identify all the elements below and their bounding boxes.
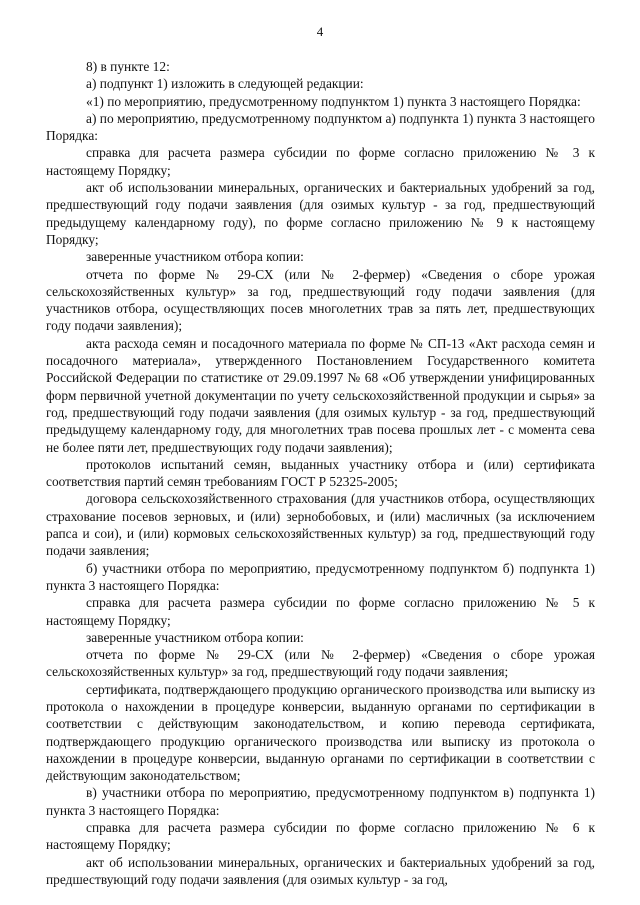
paragraph-subsidy-reference-3: справка для расчета размера субсидии по форме согласно приложению № 3 к настоящему Порядку; <box>46 145 595 178</box>
paragraph-measure-a: а) по мероприятию, предусмотренному подпунктом а) подпункта 1) пункта 3 настоящего Порядка: <box>46 110 595 144</box>
paragraph-organic-certificate: сертификата, подтверждающего продукцию органического производства или выписку из протокола о нахождении в процедуре конверсии, выданную органами по сертификации в соответствии с действующим законодательством, и копию перевода сертификата, подтверждающего продукцию органического производства или выписку из протокола о нахождении в процедуре конверсии, выданную органами по сертификации в соответствии с действующим законодательством; <box>46 681 595 784</box>
paragraph-act-sp13: акта расхода семян и посадочного материала по форме № СП-13 «Акт расхода семян и посадочного материала», утвержденного Постановлением Государственного комитета Российской Федерации по статистике от 29.09.1997 № 68 «Об утверждении унифицированных форм первичной учетной документации по учету сельскохозяйственной продукции и сырья» за год, предшествующий году подачи заявления (для озимых культур - за год, предшествующий предыдущему календарному году, для многолетних трав посева прошлых лет - с момента сева не более пяти лет, предшествующих году подачи заявления); <box>46 335 595 455</box>
paragraph-fertilizer-act: акт об использовании минеральных, органических и бактериальных удобрений за год, предшествующий году подачи заявления (для озимых культур - за год, предшествующий предыдущему календарному году), по форме согласно приложению № 9 к настоящему Порядку; <box>46 180 595 247</box>
paragraph-subitem-a: а) подпункт 1) изложить в следующей редакции: <box>86 76 364 92</box>
paragraph-measure-b: б) участники отбора по мероприятию, предусмотренному подпунктом б) подпункта 1) пункта 3 настоящего Порядка: <box>46 560 595 593</box>
page-number: 4 <box>316 24 324 39</box>
paragraph-certified-copies-b: заверенные участником отбора копии: <box>86 629 304 645</box>
paragraph-report-29sh: отчета по форме № 29-СХ (или № 2-фермер) «Сведения о сборе урожая сельскохозяйственных культур» за год, предшествующий году подачи заявления (для участников отбора, осуществляющих посев многолетних трав за пять лет, предшествующих году подачи заявления); <box>46 266 595 334</box>
paragraph-subsidy-reference-5: справка для расчета размера субсидии по форме согласно приложению № 5 к настоящему Порядку; <box>46 595 595 628</box>
paragraph-fertilizer-act-c: акт об использовании минеральных, органических и бактериальных удобрений за год, предшествующий году подачи заявления (для озимых культур - за год, <box>46 854 595 887</box>
paragraph-new-edition: «1) по мероприятию, предусмотренному подпунктом 1) пункта 3 настоящего Порядка: <box>86 93 581 109</box>
paragraph-8-item: 8) в пункте 12: <box>86 59 170 74</box>
paragraph-seed-protocols: протоколов испытаний семян, выданных участнику отбора и (или) сертификата соответствия партий семян требованиям ГОСТ Р 52325-2005; <box>46 456 595 490</box>
paragraph-measure-c: в) участники отбора по мероприятию, предусмотренному подпунктом в) подпункта 1) пункта 3 настоящего Порядка: <box>46 785 595 818</box>
paragraph-certified-copies: заверенные участником отбора копии: <box>86 249 304 265</box>
paragraph-subsidy-reference-6: справка для расчета размера субсидии по форме согласно приложению № 6 к настоящему Порядку; <box>46 820 595 853</box>
document-body <box>46 58 595 888</box>
paragraph-report-29sh-b: отчета по форме № 29-СХ (или № 2-фермер) «Сведения о сборе урожая сельскохозяйственных культур» за год, предшествующий году подачи заявления; <box>46 647 595 680</box>
paragraph-insurance-contract: договора сельскохозяйственного страхования (для участников отбора, осуществляющих страхование посевов зерновых, и (или) зернобобовых, и (или) масличных (за исключением рапса и сои), и (или) кормовых сельскохозяйственных культур) за год, предшествующий году подачи заявления; <box>46 491 595 559</box>
